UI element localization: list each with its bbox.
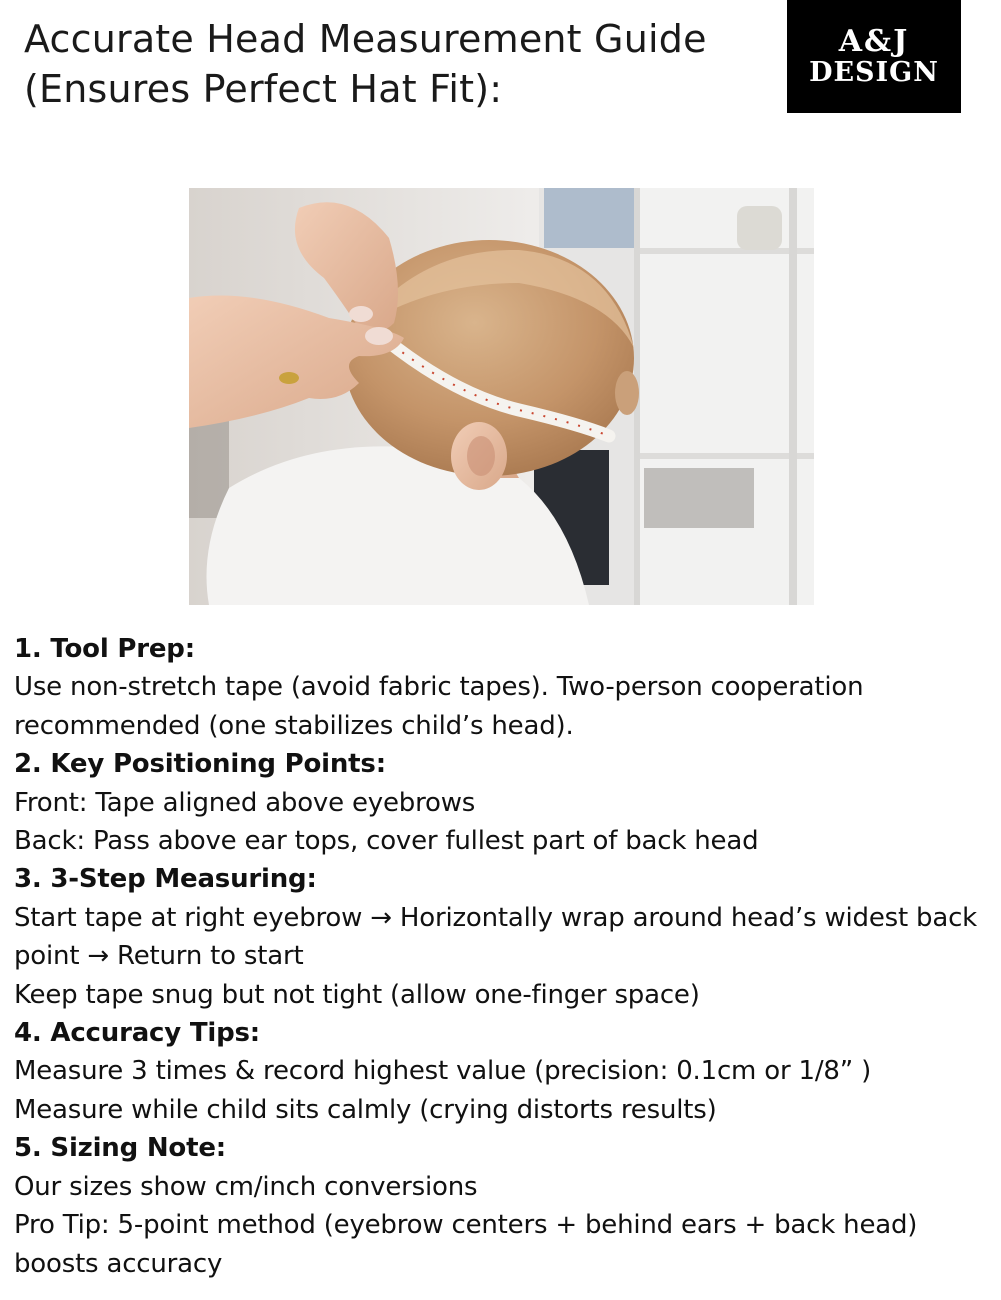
section-text: Keep tape snug but not tight (allow one-finger space) <box>14 979 700 1010</box>
section-text: Use non-stretch tape (avoid fabric tapes). Two-person cooperation recommended (one stabilizes child’s head). <box>14 672 864 741</box>
head-measurement-photo <box>189 188 814 605</box>
section-heading: 1. Tool Prep: <box>14 634 195 664</box>
section-text: Our sizes show cm/inch conversions <box>14 1171 478 1202</box>
brand-logo <box>787 0 961 113</box>
section-text: Measure while child sits calmly (crying distorts results) <box>14 1094 717 1125</box>
section-text: Back: Pass above ear tops, cover fullest part of back head <box>14 826 759 857</box>
measurement-guide <box>14 630 999 1283</box>
logo-line-1: A&J <box>838 23 910 59</box>
section-text: Front: Tape aligned above eyebrows <box>14 787 476 818</box>
logo-line-2: DESIGN <box>809 56 939 88</box>
section-text: Start tape at right eyebrow → Horizontally wrap around head’s widest back point → Return to start <box>14 902 978 972</box>
section-heading: 2. Key Positioning Points: <box>14 749 386 780</box>
section-text: Measure 3 times & record highest value (precision: 0.1cm or 1/8” ) <box>14 1056 872 1087</box>
section-heading: 3. 3-Step Measuring: <box>14 864 317 895</box>
section-text: Pro Tip: 5-point method (eyebrow centers + behind ears + back head) boosts accuracy <box>14 1210 918 1279</box>
title-line-1: Accurate Head Measurement Guide <box>24 17 707 61</box>
page-title <box>24 14 764 114</box>
title-line-2: (Ensures Perfect Hat Fit): <box>24 67 503 111</box>
section-heading: 4. Accuracy Tips: <box>14 1018 260 1049</box>
section-heading: 5. Sizing Note: <box>14 1133 226 1164</box>
